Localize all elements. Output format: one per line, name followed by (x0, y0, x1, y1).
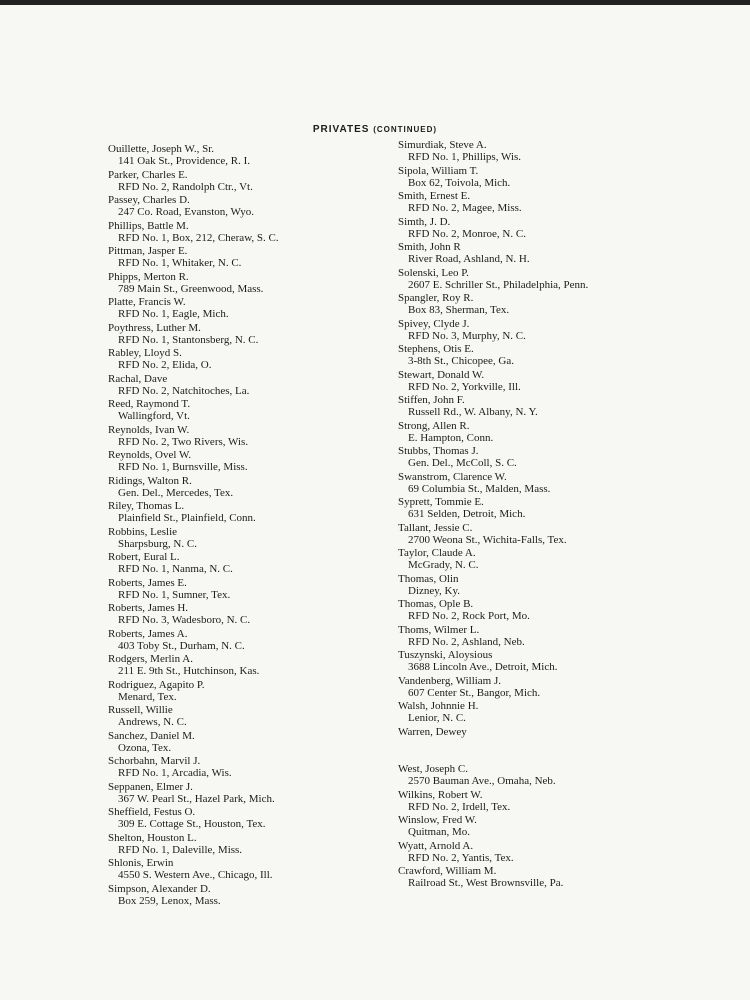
entry-name: Winslow, Fred W. (398, 814, 477, 826)
roster-entry (398, 496, 738, 522)
entry-name: Reynolds, Ivan W. (108, 423, 190, 436)
entry-name: Schorbahn, Marvil J. (108, 755, 201, 767)
entry-address: RFD No. 1, Arcadia, Wis. (118, 767, 232, 780)
roster-entry (398, 139, 738, 165)
roster-entry (398, 267, 738, 293)
roster-entry (398, 624, 738, 650)
entry-address: RFD No. 1, Box, 212, Cheraw, S. C. (118, 231, 279, 244)
entry-name: Smith, John R (398, 241, 461, 253)
roster-entry (108, 500, 448, 526)
entry-name: Simth, J. D. (398, 215, 451, 228)
entry-name: Phipps, Merton R. (108, 270, 189, 283)
entry-name: Stiffen, John F. (398, 394, 465, 406)
heading-subtitle: (CONTINUED) (373, 125, 438, 134)
roster-entry (108, 730, 448, 756)
roster-entry (398, 471, 738, 497)
roster-entry (398, 216, 738, 242)
entry-address: 789 Main St., Greenwood, Mass. (118, 282, 264, 295)
roster-entry (398, 649, 738, 675)
entry-address: Dizney, Ky. (408, 584, 461, 597)
entry-address: Railroad St., West Brownsville, Pa. (408, 877, 564, 890)
roster-entry (108, 883, 448, 909)
entry-address: RFD No. 3, Wadesboro, N. C. (118, 614, 251, 627)
entry-name: Russell, Willie (108, 704, 173, 716)
entry-address: RFD No. 2, Ashland, Neb. (408, 635, 525, 648)
entry-name: Syprett, Tommie E. (398, 496, 484, 508)
roster-entry (108, 806, 448, 832)
entry-address: RFD No. 1, Daleville, Miss. (118, 843, 243, 856)
entry-name: Spivey, Clyde J. (398, 317, 470, 330)
entry-address: 211 E. 9th St., Hutchinson, Kas. (118, 665, 260, 678)
entry-name: Tallant, Jessie C. (398, 521, 473, 534)
entry-name: Phillips, Battle M. (108, 219, 189, 232)
roster-entry (398, 343, 738, 369)
entry-address: Menard, Tex. (118, 690, 177, 703)
entry-name: Stephens, Otis E. (398, 343, 474, 355)
roster-entry (108, 271, 448, 297)
entry-name: Sipola, William T. (398, 164, 479, 177)
entry-address: 403 Toby St., Durham, N. C. (118, 639, 245, 652)
entry-address: 2570 Bauman Ave., Omaha, Neb. (408, 775, 556, 788)
entry-name: Stubbs, Thomas J. (398, 445, 479, 457)
entry-name: Riley, Thomas L. (108, 500, 185, 512)
entry-address: RFD No. 2, Rock Port, Mo. (408, 610, 530, 623)
entry-name: Spangler, Roy R. (398, 292, 474, 304)
entry-name: Wilkins, Robert W. (398, 788, 483, 801)
roster-left-column (108, 143, 448, 908)
entry-name: Roberts, James H. (108, 602, 189, 614)
entry-address: Sharpsburg, N. C. (118, 537, 197, 550)
entry-address: RFD No. 2, Magee, Miss. (408, 202, 522, 215)
entry-address: Box 83, Sherman, Tex. (408, 304, 510, 317)
entry-address: 4550 S. Western Ave., Chicago, Ill. (118, 869, 273, 882)
entry-name: Passey, Charles D. (108, 194, 190, 206)
entry-address: RFD No. 2, Yantis, Tex. (408, 851, 514, 864)
roster-entry (108, 143, 448, 169)
entry-name: Reynolds, Ovel W. (108, 449, 192, 461)
entry-name: Smith, Ernest E. (398, 190, 471, 202)
roster-entry (108, 755, 448, 781)
roster-entry (398, 522, 738, 548)
roster-entry (398, 700, 738, 726)
roster-entry (108, 857, 448, 883)
entry-name: Poythress, Luther M. (108, 321, 201, 334)
roster-entry (108, 398, 448, 424)
roster-entry (398, 814, 738, 840)
entry-address: RFD No. 2, Irdell, Tex. (408, 800, 511, 813)
roster-entry (398, 840, 738, 866)
roster-entry (108, 781, 448, 807)
roster-entry (398, 547, 738, 573)
entry-name: Platte, Francis W. (108, 296, 186, 308)
entry-name: Roberts, James A. (108, 627, 188, 640)
roster-right-column (398, 139, 738, 891)
entry-name: Shlonis, Erwin (108, 857, 174, 869)
roster-entry (108, 347, 448, 373)
roster-entry (398, 241, 738, 267)
entry-name: Warren, Dewey (398, 725, 467, 738)
entry-name: Thomas, Olin (398, 572, 459, 585)
entry-address: RFD No. 2, Yorkville, Ill. (408, 380, 521, 393)
roster-entry (398, 763, 738, 789)
entry-name: Stewart, Donald W. (398, 368, 485, 381)
roster-entry (108, 679, 448, 705)
entry-address: 141 Oak St., Providence, R. I. (118, 155, 250, 168)
entry-name: West, Joseph C. (398, 763, 469, 775)
entry-address: RFD No. 2, Randolph Ctr., Vt. (118, 180, 253, 193)
entry-name: Tuszynski, Aloysious (398, 649, 493, 661)
roster-entry (108, 322, 448, 348)
entry-address: 631 Selden, Detroit, Mich. (408, 508, 526, 521)
entry-name: Taylor, Claude A. (398, 547, 476, 559)
roster-entry (398, 789, 738, 815)
roster-entry (108, 220, 448, 246)
entry-name: Thomas, Ople B. (398, 598, 474, 610)
roster-entry (398, 318, 738, 344)
entry-name: Rabley, Lloyd S. (108, 347, 182, 359)
entry-address: River Road, Ashland, N. H. (408, 253, 530, 266)
entry-address: RFD No. 1, Nanma, N. C. (118, 563, 233, 576)
entry-name: Thoms, Wilmer L. (398, 623, 480, 636)
entry-address: 69 Columbia St., Malden, Mass. (408, 482, 551, 495)
entry-address: McGrady, N. C. (408, 559, 479, 572)
entry-address: E. Hampton, Conn. (408, 431, 494, 444)
roster-entry (398, 420, 738, 446)
entry-name: Rachal, Dave (108, 372, 168, 385)
roster-entry (108, 832, 448, 858)
entry-name: Swanstrom, Clarence W. (398, 470, 507, 483)
roster-entry (108, 424, 448, 450)
entry-address: 2700 Weona St., Wichita-Falls, Tex. (408, 533, 567, 546)
entry-address: RFD No. 1, Burnsville, Miss. (118, 461, 248, 474)
entry-name: Pittman, Jasper E. (108, 245, 188, 257)
entry-address: 309 E. Cottage St., Houston, Tex. (118, 818, 266, 831)
roster-entry (398, 190, 738, 216)
roster-entry (108, 628, 448, 654)
entry-name: Wyatt, Arnold A. (398, 839, 474, 852)
roster-entry (398, 598, 738, 624)
entry-address: RFD No. 3, Murphy, N. C. (408, 329, 526, 342)
entry-address: RFD No. 1, Whitaker, N. C. (118, 257, 242, 270)
entry-name: Crawford, William M. (398, 865, 497, 877)
roster-entry (398, 394, 738, 420)
entry-name: Reed, Raymond T. (108, 398, 191, 410)
roster-entry (108, 296, 448, 322)
roster-entry (108, 577, 448, 603)
roster-entry (398, 292, 738, 318)
entry-name: Seppanen, Elmer J. (108, 780, 193, 793)
entry-name: Sheffield, Festus O. (108, 806, 196, 818)
entry-address: 3688 Lincoln Ave., Detroit, Mich. (408, 661, 558, 674)
heading-title: PRIVATES (312, 124, 370, 135)
entry-name: Rodriguez, Agapito P. (108, 678, 205, 691)
roster-entry (108, 194, 448, 220)
entry-name: Parker, Charles E. (108, 168, 188, 181)
entry-address: RFD No. 1, Phillips, Wis. (408, 151, 522, 164)
entry-address: Gen. Del., McColl, S. C. (408, 457, 517, 470)
entry-address: RFD No. 1, Sumner, Tex. (118, 588, 231, 601)
page-heading (0, 124, 750, 135)
entry-address: RFD No. 2, Natchitoches, La. (118, 384, 250, 397)
entry-name: Simpson, Alexander D. (108, 882, 211, 895)
entry-address: Box 259, Lenox, Mass. (118, 894, 221, 907)
entry-address: 367 W. Pearl St., Hazel Park, Mich. (118, 792, 275, 805)
roster-entry (108, 373, 448, 399)
entry-name: Solenski, Leo P. (398, 266, 469, 279)
roster-entry (398, 165, 738, 191)
roster-entry (398, 445, 738, 471)
entry-address: RFD No. 2, Two Rivers, Wis. (118, 435, 249, 448)
roster-entry (398, 369, 738, 395)
roster-entry (398, 573, 738, 599)
entry-name: Roberts, James E. (108, 576, 187, 589)
entry-name: Strong, Allen R. (398, 419, 470, 432)
entry-address: 607 Center St., Bangor, Mich. (408, 686, 541, 699)
roster-entry (108, 475, 448, 501)
roster-entry (108, 602, 448, 628)
roster-entry (108, 245, 448, 271)
entry-address: Box 62, Toivola, Mich. (408, 176, 511, 189)
entry-name: Simurdiak, Steve A. (398, 139, 487, 151)
entry-address: Wallingford, Vt. (118, 410, 190, 423)
roster-entry (108, 526, 448, 552)
entry-address: Plainfield St., Plainfield, Conn. (118, 512, 256, 525)
roster-entry (398, 865, 738, 891)
roster-entry (108, 449, 448, 475)
entry-address: Gen. Del., Mercedes, Tex. (118, 486, 234, 499)
entry-address: RFD No. 1, Stantonsberg, N. C. (118, 333, 259, 346)
entry-address: Ozona, Tex. (118, 741, 172, 754)
entry-name: Ouillette, Joseph W., Sr. (108, 143, 215, 155)
entry-name: Sanchez, Daniel M. (108, 729, 195, 742)
entry-name: Shelton, Houston L. (108, 831, 197, 844)
entry-address: RFD No. 2, Elida, O. (118, 359, 212, 372)
roster-entry (108, 653, 448, 679)
entry-name: Rodgers, Merlin A. (108, 653, 193, 665)
roster-entry (398, 675, 738, 701)
entry-address: 247 Co. Road, Evanston, Wyo. (118, 206, 255, 219)
entry-name: Walsh, Johnnie H. (398, 700, 479, 712)
entry-address: Quitman, Mo. (408, 826, 471, 839)
entry-address: Andrews, N. C. (118, 716, 187, 729)
roster-entry (108, 551, 448, 577)
entry-name: Ridings, Walton R. (108, 474, 192, 487)
entry-name: Robert, Eural L. (108, 551, 180, 563)
entry-address: 3-8th St., Chicopee, Ga. (408, 355, 515, 368)
entry-name: Robbins, Leslie (108, 525, 178, 538)
entry-name: Vandenberg, William J. (398, 674, 502, 687)
entry-address: RFD No. 1, Eagle, Mich. (118, 308, 229, 321)
scan-border (0, 0, 750, 5)
roster-entry (108, 704, 448, 730)
entry-address: Russell Rd., W. Albany, N. Y. (408, 406, 538, 419)
entry-address: Lenior, N. C. (408, 712, 466, 725)
entry-address: RFD No. 2, Monroe, N. C. (408, 227, 526, 240)
entry-address: 2607 E. Schriller St., Philadelphia, Penn. (408, 278, 589, 291)
roster-entry (108, 169, 448, 195)
roster-entry (398, 726, 738, 752)
